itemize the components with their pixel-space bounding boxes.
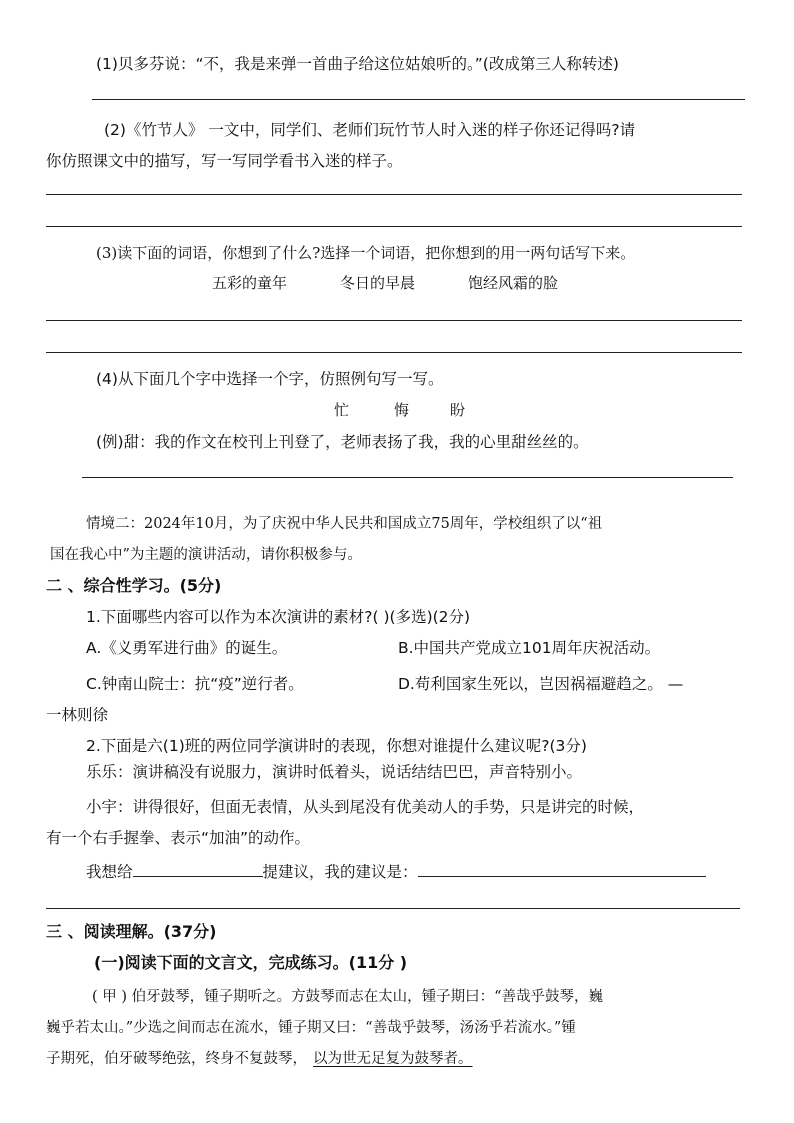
word-option-2: 冬日的早晨 [340,274,416,292]
underlined-sentence: 以为世无足复为鼓琴者。 [313,1051,473,1067]
answer-line [92,99,745,100]
suggestion-prompt [86,860,706,882]
char-option-2: 悔 [394,401,410,419]
answer-line [46,320,742,321]
option-d: D.苟利国家生死以，岂因祸福避趋之。 — [398,675,684,693]
section-2-title: 二 、综合性学习。(5分) [46,576,222,595]
question-2-line-2: 你仿照课文中的描写，写一写同学看书入迷的样子。 [46,152,403,170]
student-lele: 乐乐：演讲稿没有说服力，演讲时低着头，说话结结巴巴，声音特别小。 [86,763,583,781]
question-2-line-1: (2)《竹节人》 一文中，同学们、老师们玩竹节人时入迷的样子你还记得吗?请 [104,121,636,139]
char-option-3: 盼 [450,401,466,419]
classical-text-line-3 [46,1049,493,1069]
suggestion-blank[interactable] [418,860,706,877]
char-option-1: 忙 [334,401,350,419]
context-paragraph-line-1: 情境二：2024年10月，为了庆祝中华人民共和国成立75周年，学校组织了以“祖 [86,516,603,532]
suggestion-middle: 提建议，我的建议是： [262,863,418,881]
answer-line [82,477,733,478]
answer-line [46,194,742,195]
classical-text-line-2: 巍乎若太山。”少选之间而志在流水，锺子期又曰：“善哉乎鼓琴，汤汤乎若流水。”锺 [46,1020,576,1036]
answer-line [46,352,742,353]
student-xiaoyu-line-1: 小宇：讲得很好，但面无表情，从头到尾没有优美动人的手势，只是讲完的时候， [86,798,645,816]
example-sentence: (例)甜：我的作文在校刊上刊登了，老师表扬了我，我的心里甜丝丝的。 [96,433,589,451]
section-3-subsection-1: (一)阅读下面的文言文，完成练习。(11分 ) [94,953,408,972]
classical-text-line-3-start: 子期死，伯牙破琴绝弦，终身不复鼓琴， [46,1051,307,1067]
student-name-blank[interactable] [133,860,263,877]
classical-text-line-1: ( 甲 ) 伯牙鼓琴，锺子期听之。方鼓琴而志在太山，锺子期曰：“善哉乎鼓琴，巍 [92,989,604,1005]
section-2-question-1: 1.下面哪些内容可以作为本次演讲的素材?( )(多选)(2分) [86,608,471,626]
section-3-title: 三 、阅读理解。(37分) [46,922,217,941]
question-4: (4)从下面几个字中选择一个字，仿照例句写一写。 [96,370,444,388]
option-d-attribution: 一林则徐 [46,706,109,724]
section-2-question-2: 2.下面是六(1)班的两位同学演讲时的表现，你想对谁提什么建议呢?(3分) [86,737,587,755]
student-xiaoyu-line-2: 有一个右手握拳、表示“加油”的动作。 [46,829,311,847]
question-1: (1)贝多芬说：“不，我是来弹一首曲子给这位姑娘听的。”(改成第三人称转述) [96,55,619,73]
question-3: (3)读下面的词语，你想到了什么?选择一个词语，把你想到的用一两句话写下来。 [96,244,636,262]
option-b: B.中国共产党成立101周年庆祝活动。 [398,639,661,657]
option-a: A.《义勇军进行曲》的诞生。 [86,639,288,657]
answer-line [46,908,740,909]
option-c: C.钟南山院士：抗“疫”逆行者。 [86,675,304,693]
word-option-1: 五彩的童年 [212,274,288,292]
context-paragraph-line-2: 国在我心中”为主题的演讲活动，请你积极参与。 [50,547,362,563]
word-option-3: 饱经风霜的脸 [468,274,559,292]
suggestion-prefix: 我想给 [86,863,133,881]
answer-line [46,226,742,227]
